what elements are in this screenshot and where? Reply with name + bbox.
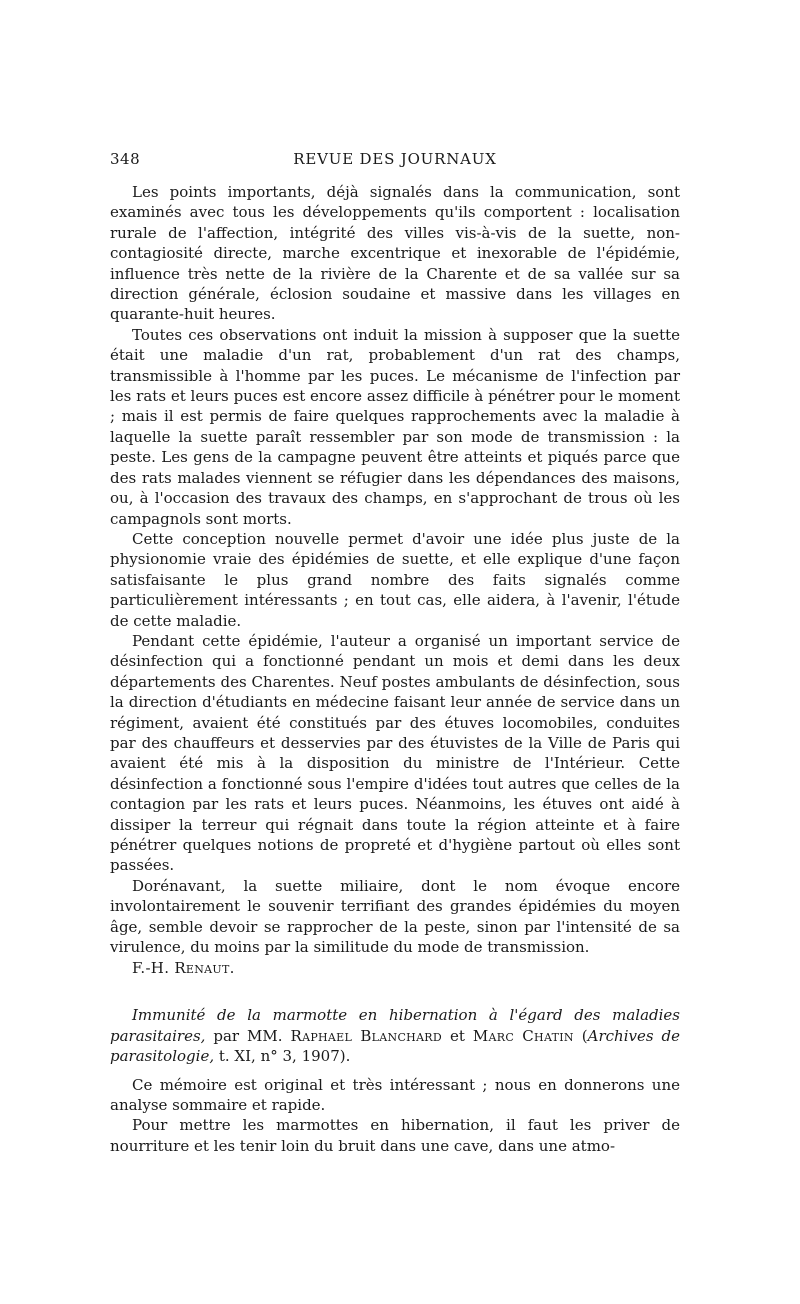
notice-paragraph: Pour mettre les marmottes en hibernation, il faut les priver de nourriture et les tenir loin du bruit dans une cave, dans une atmo- (110, 1116, 680, 1155)
article-body (110, 182, 680, 1156)
notice-title: Immunité de la marmotte en hibernation à l'égard des maladies parasitaires, (110, 1006, 680, 1045)
notice-author-2: Marc Chatin (472, 1026, 574, 1045)
article-paragraph: Pendant cette épidémie, l'auteur a organisé un important service de désinfection qui a fonctionné pendant un mois et demi dans les deux départements des Charentes. Neuf postes ambulants de désinfection, sous la direction d'étudiants en médecine faisant leur année de service dans un régiment, avaient été constitués par des étuves locomobiles, conduites par des chauffeurs et desservies par des étuvistes de la Ville de Paris qui avaient été mis à la disposition du ministre de l'Intérieur. Cette désinfection a fonctionné sous l'empire d'idées tout autres que celles de la contagion par les rats et leurs puces. Néanmoins, les étuves ont aidé à dissiper la terreur qui régnait dans toute la région atteinte et à faire pénétrer quelques notions de propreté et d'hygiène partout où elles sont passées. (110, 631, 680, 875)
article-paragraph: Les points importants, déjà signalés dans la communication, sont examinés avec tous les développements qu'ils comportent : localisation rurale de l'affection, intégrité des villes vis-à-vis de la suette, non-contagiosité directe, marche excentrique et inexorable de l'épidémie, influence très nette de la rivière de la Charente et de sa vallée sur sa direction générale, éclosion soudaine et massive dans les villages en quarante-huit heures. (110, 183, 680, 324)
notice-volume: t. XI, n° 3, 1907). (214, 1047, 351, 1066)
article-signature: F.-H. Renaut. (132, 959, 235, 978)
page-number: 348 (110, 150, 141, 168)
article-paragraph: Cette conception nouvelle permet d'avoir une idée plus juste de la physionomie vraie des épidémies de suette, et elle explique d'une façon satisfaisante le plus grand nombre des faits signalés comme particulièrement intéressants ; en tout cas, elle aidera, à l'avenir, l'étude de cette maladie. (110, 529, 680, 630)
running-title: REVUE DES JOURNAUX (293, 150, 497, 168)
notice-by: par MM. (205, 1026, 291, 1045)
notice-citation (110, 1005, 680, 1066)
notice-paragraph: Ce mémoire est original et très intéressant ; nous en donnerons une analyse sommaire et rapide. (110, 1075, 680, 1115)
article-paragraph: Dorénavant, la suette miliaire, dont le nom évoque encore involontairement le souvenir terrifiant des grandes épidémies du moyen âge, semble devoir se rapprocher de la peste, sinon par l'intensité de sa virulence, du moins par la similitude du mode de transmission. (110, 876, 680, 957)
spacer (110, 1067, 680, 1075)
notice-author-1: Raphael Blanchard (290, 1026, 443, 1045)
review-notice (110, 1005, 680, 1156)
notice-open: ( (573, 1026, 588, 1045)
notice-journal: Archives de parasitologie, (110, 1026, 680, 1066)
article-paragraph: Toutes ces observations ont induit la mission à supposer que la suette était une maladie d'un rat, probablement d'un rat des champs, transmissible à l'homme par les puces. Le mécanisme de l'infection par les rats et leurs puces est encore assez difficile à pénétrer pour le moment ; mais il est permis de faire quelques rapprochements avec la maladie à laquelle la suette paraît ressembler par son mode de transmission : la peste. Les gens de la campagne peuvent être atteints et piqués parce que des rats malades viennent se réfugier dans les dépendances des maisons, ou, à l'occasion des travaux des champs, en s'approchant de trous où les campagnols sont morts. (110, 325, 680, 528)
notice-and: et (442, 1026, 473, 1045)
page-header (110, 146, 680, 172)
page (110, 146, 680, 1156)
